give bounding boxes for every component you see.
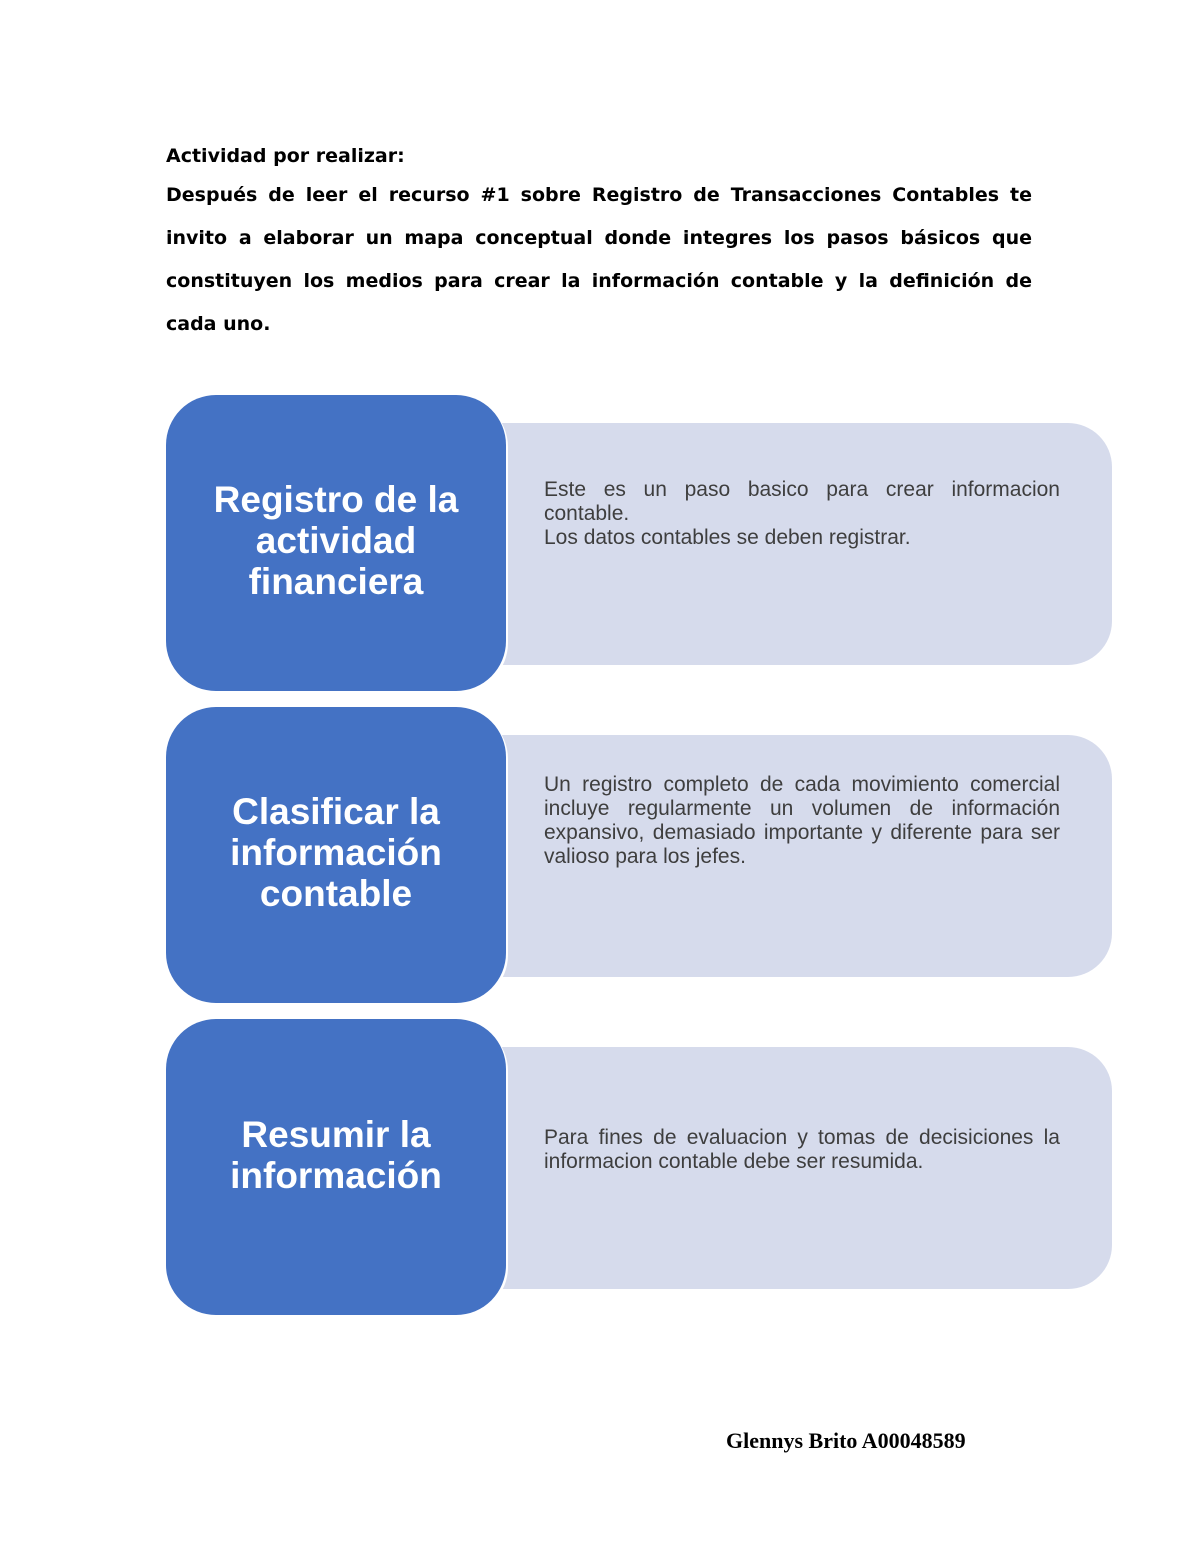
- concept-step-record: [166, 395, 1112, 691]
- step-description: Para fines de evaluacion y tomas de decisiciones la informacion contable debe ser resumida.: [544, 1126, 1060, 1173]
- step-description: Un registro completo de cada movimiento comercial incluye regularmente un volumen de información expansivo, demasiado importante y diferente para ser valioso para los jefes.: [544, 773, 1060, 868]
- step-description-box: [496, 1047, 1112, 1289]
- author-signature: Glennys Brito A00048589: [726, 1428, 966, 1453]
- step-description: Este es un paso basico para crear informacion contable. Los datos contables se deben registrar.: [544, 478, 1060, 549]
- step-title-box: [166, 707, 506, 1003]
- step-title: Resumir la información: [230, 1114, 442, 1196]
- step-title-box: [166, 1019, 506, 1315]
- activity-heading: Actividad por realizar:: [166, 145, 405, 167]
- step-title: Clasificar la información contable: [230, 790, 442, 914]
- step-title-box: [166, 395, 506, 691]
- step-title: Registro de la actividad financiera: [213, 478, 459, 602]
- concept-step-classify: [166, 707, 1112, 1003]
- concept-step-summarize: [166, 1019, 1112, 1315]
- step-description-box: [496, 423, 1112, 665]
- step-description-box: [496, 735, 1112, 977]
- activity-instructions: Después de leer el recurso #1 sobre Registro de Transacciones Contables te invito a elaborar un mapa conceptual donde integres los pasos básicos que constituyen los medios para crear la información contable y la definición de cada uno.: [166, 184, 1032, 335]
